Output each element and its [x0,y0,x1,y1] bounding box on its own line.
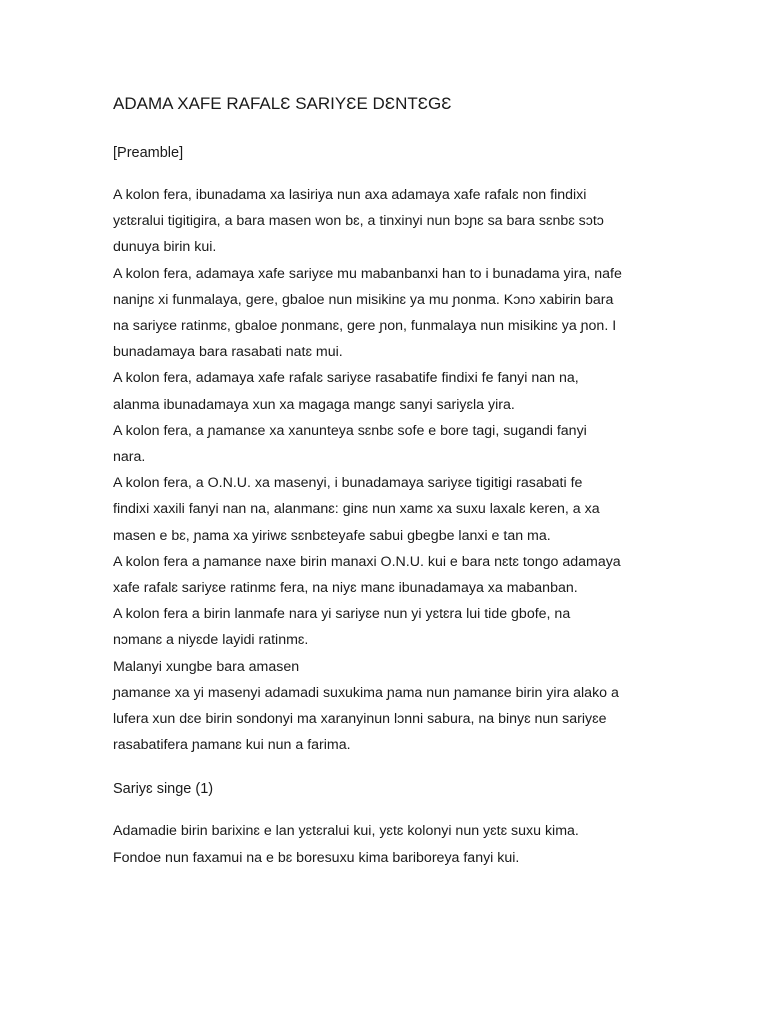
article-1-paragraph-1: Adamadie birin barixinɛ e lan yɛtɛralui kui, yɛtɛ kolonyi nun yɛtɛ suxu kima. [113,823,579,840]
document-title: ADAMA XAFE RAFALƐ SARIYƐE DƐNTƐGƐ [113,94,452,113]
article-1-paragraph-2: Fondoe nun faxamui na e bɛ boresuxu kima bariboreya fanyi kui. [113,849,520,866]
preamble-paragraph-7: A kolon fera a birin lanmafe nara yi sariyɛe nun yi yɛtɛra lui tide gbofe, na nɔmanɛ a niyɛde layidi ratinmɛ. [113,606,571,649]
preamble-paragraph-4: A kolon fera, a ɲamanɛe xa xanunteya sɛnbɛ sofe e bore tagi, sugandi fanyi nara. [113,422,587,466]
preamble-body [113,182,673,758]
preamble-paragraph-9: ɲamanɛe xa yi masenyi adamadi suxukima ɲama nun ɲamanɛe birin yira alako a lufera xun dɛe birin sondonyi ma xaranyinun lɔnni sabura, na binyɛ nun sariyɛe rasabatifera ɲamanɛ kui nun a farima. [113,684,619,754]
preamble-paragraph-5: A kolon fera, a O.N.U. xa masenyi, i bunadamaya sariyɛe tigitigi rasabati fe findixi xaxili fanyi nan na, alanmanɛ: ginɛ nun xamɛ xa suxu laxalɛ keren, a xa masen e bɛ, ɲama xa yiriwɛ sɛnbɛteyafe sabui gbegbe lanxi e tan ma. [113,475,600,544]
preamble-paragraph-3: A kolon fera, adamaya xafe rafalɛ sariyɛe rasabatife findixi fe fanyi nan na, alanma ibunadamaya xun xa magaga mangɛ sanyi sariyɛla yira. [113,370,579,413]
preamble-paragraph-1: A kolon fera, ibunadama xa lasiriya nun axa adamaya xafe rafalɛ non findixi yɛtɛralui tigitigira, a bara masen won bɛ, a tinxinyi nun bɔɲɛ sa bara sɛnbɛ sɔtɔ dunuya birin kui. [113,187,604,256]
preamble-heading: [Preamble] [113,145,184,161]
preamble-paragraph-6: A kolon fera a ɲamanɛe naxe birin manaxi O.N.U. kui e bara nɛtɛ tongo adamaya xafe rafalɛ sariyɛe ratinmɛ fera, na niyɛ manɛ ibunadamaya xa mabanban. [113,553,621,597]
preamble-paragraph-8: Malanyi xungbe bara amasen [113,658,300,675]
article-1-body [113,818,673,870]
article-1-heading: Sariyɛ singe (1) [113,781,214,798]
preamble-paragraph-2: A kolon fera, adamaya xafe sariyɛe mu mabanbanxi han to i bunadama yira, nafe naniɲɛ xi funmalaya, gere, gbaloe nun misikinɛ ya mu ɲonma. Kɔnɔ xabirin bara na sariyɛe ratinmɛ, gbaloe ɲonmanɛ, gere ɲon, funmalaya nun misikinɛ ya ɲon. I bunadamaya bara rasabati natɛ mui. [113,265,622,361]
document-page [113,92,673,871]
